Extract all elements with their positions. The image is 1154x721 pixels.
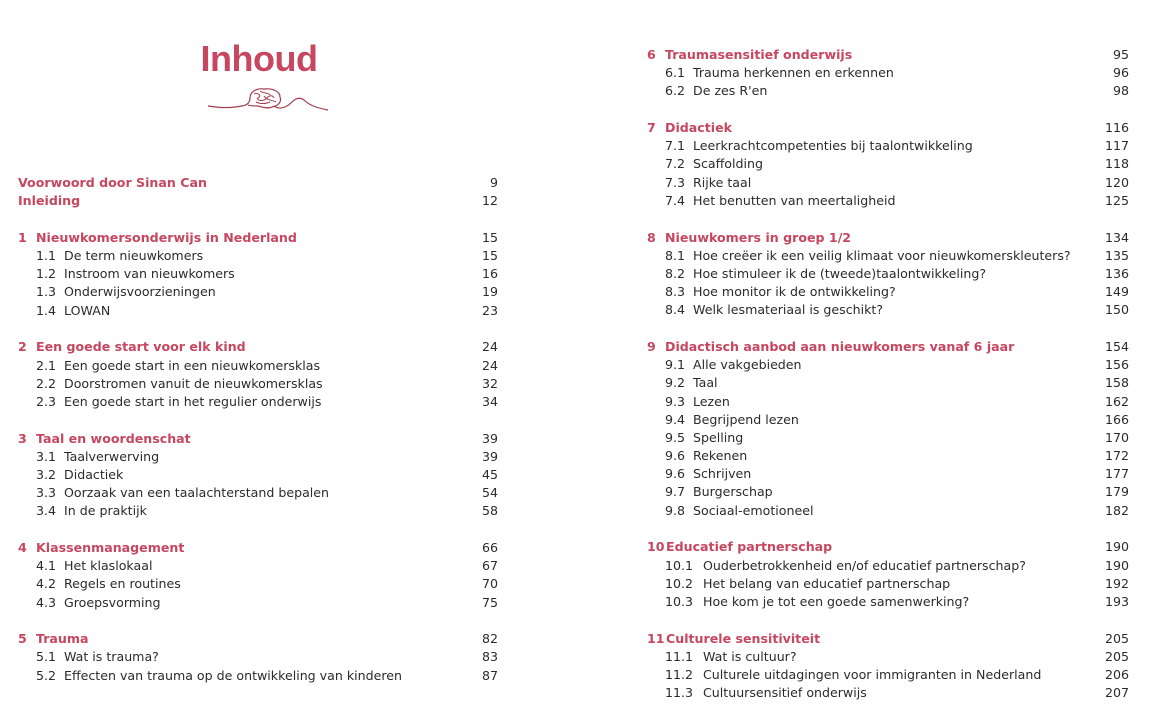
page-number: 192 (1104, 575, 1129, 591)
section-number: 9.4 (665, 411, 686, 427)
chapter-heading[interactable] (647, 538, 1129, 556)
page-number: 82 (481, 631, 498, 647)
page-number: 118 (1104, 156, 1129, 172)
toc-entry-inleiding[interactable] (18, 192, 498, 210)
page-number: 116 (1104, 120, 1129, 136)
section-number: 8.1 (665, 247, 686, 263)
toc-right-column (647, 46, 1129, 721)
section-title: LOWAN (64, 302, 111, 318)
page-number: 158 (1104, 375, 1129, 391)
section-number: 11.3 (665, 685, 694, 701)
page-number: 156 (1104, 357, 1129, 373)
section-entry[interactable] (647, 684, 1129, 702)
entry-label: Voorwoord door Sinan Can (18, 175, 207, 190)
chapter-number: 10 (647, 539, 665, 555)
section-title: Groepsvorming (64, 594, 161, 610)
page-number: 96 (1112, 65, 1129, 81)
chapter-title: Taal en woordenschat (36, 430, 191, 446)
section-number: 2.1 (36, 357, 57, 373)
section-number: 1.3 (36, 284, 57, 300)
section-entry[interactable] (18, 393, 498, 411)
page-number: 39 (481, 430, 498, 446)
section-title: Begrijpend lezen (693, 411, 799, 427)
section-entry[interactable] (18, 283, 498, 301)
chapter-title: Een goede start voor elk kind (36, 339, 246, 355)
section-title: Doorstromen vanuit de nieuwkomersklas (64, 375, 323, 391)
toc-entry-voorwoord[interactable] (18, 174, 498, 192)
section-number: 4.3 (36, 594, 57, 610)
section-number: 3.2 (36, 466, 57, 482)
page-number: 136 (1104, 265, 1129, 281)
page-number: 70 (481, 576, 498, 592)
chapter-title: Nieuwkomersonderwijs in Nederland (36, 229, 297, 245)
page-number: 23 (481, 302, 498, 318)
chapter-number: 2 (18, 339, 27, 355)
page-title: Inhoud (200, 38, 318, 79)
chapter-title: Didactisch aanbod aan nieuwkomers vanaf 6 jaar (665, 338, 1015, 354)
section-entry[interactable] (647, 374, 1129, 392)
section-entry[interactable] (18, 247, 498, 265)
chapter-title: Klassenmanagement (36, 540, 185, 555)
page-number: 125 (1104, 192, 1129, 208)
page-number: 182 (1104, 502, 1129, 518)
page-number: 190 (1104, 557, 1129, 573)
section-number: 3.3 (36, 485, 57, 501)
section-entry[interactable] (18, 667, 498, 685)
page-number: 15 (481, 229, 498, 245)
chapter-heading[interactable] (18, 630, 498, 648)
chapter-group (647, 630, 1129, 703)
page-number: 154 (1104, 338, 1129, 354)
chapter-heading[interactable] (18, 430, 498, 448)
section-number: 11.1 (665, 648, 694, 664)
section-entry[interactable] (18, 448, 498, 466)
chapter-title: Trauma (36, 631, 89, 647)
section-number: 8.3 (665, 284, 686, 300)
section-title: Wat is trauma? (64, 649, 159, 665)
section-number: 9.6 (665, 448, 686, 464)
section-title: Effecten van trauma op de ontwikkeling van kinderen (64, 667, 402, 683)
page-number: 19 (481, 284, 498, 300)
section-entry[interactable] (647, 465, 1129, 483)
section-title: Regels en routines (64, 576, 181, 592)
section-title: Taal (693, 375, 718, 391)
section-number: 3.4 (36, 503, 57, 519)
section-number: 9.6 (665, 466, 686, 482)
page-number: 170 (1104, 429, 1129, 445)
section-entry[interactable] (647, 557, 1129, 575)
section-entry[interactable] (18, 484, 498, 502)
section-number: 4.2 (36, 576, 57, 592)
section-entry[interactable] (647, 429, 1129, 447)
section-number: 9.2 (665, 375, 686, 391)
chapter-heading[interactable] (18, 338, 498, 356)
brain-squiggle-icon (206, 84, 330, 118)
section-entry[interactable] (18, 357, 498, 375)
chapter-heading[interactable] (18, 229, 498, 247)
section-title: Sociaal-emotioneel (693, 502, 814, 518)
section-entry[interactable] (647, 174, 1129, 192)
chapter-group (18, 229, 498, 320)
chapter-heading[interactable] (18, 539, 498, 557)
section-entry[interactable] (647, 483, 1129, 501)
section-title: Rijke taal (693, 174, 752, 190)
section-number: 9.3 (665, 393, 686, 409)
section-number: 3.1 (36, 448, 57, 464)
section-title: Hoe kom je tot een goede samenwerking? (703, 593, 970, 609)
toc-left-column (18, 174, 498, 703)
page-number: 15 (481, 248, 498, 264)
section-number: 9.5 (665, 429, 686, 445)
section-title: Hoe creëer ik een veilig klimaat voor nieuwkomerskleuters? (693, 247, 1071, 263)
page-number: 134 (1104, 229, 1129, 245)
section-title: Welk lesmateriaal is geschikt? (693, 302, 884, 318)
section-entry[interactable] (18, 375, 498, 393)
page-number: 207 (1104, 685, 1129, 701)
chapter-number: 1 (18, 229, 27, 245)
chapter-heading[interactable] (647, 119, 1129, 137)
page-number: 83 (481, 649, 498, 665)
section-title: Spelling (693, 429, 744, 445)
section-title: Het belang van educatief partnerschap (703, 575, 951, 591)
page-number: 205 (1104, 630, 1129, 646)
section-entry[interactable] (647, 192, 1129, 210)
page-number: 193 (1104, 593, 1129, 609)
section-number: 11.2 (665, 666, 694, 682)
section-title: Culturele uitdagingen voor immigranten in Nederland (703, 666, 1042, 682)
section-entry[interactable] (647, 283, 1129, 301)
section-number: 2.3 (36, 393, 57, 409)
section-number: 5.2 (36, 667, 57, 683)
section-entry[interactable] (647, 575, 1129, 593)
chapter-group (647, 119, 1129, 210)
chapter-title: Nieuwkomers in groep 1/2 (665, 229, 852, 245)
chapter-title: Culturele sensitiviteit (666, 630, 821, 646)
section-title: Instroom van nieuwkomers (64, 266, 235, 282)
page-number: 117 (1104, 138, 1129, 154)
page-number: 95 (1112, 47, 1129, 62)
chapter-heading[interactable] (647, 46, 1129, 64)
page-number: 206 (1104, 666, 1129, 682)
section-entry[interactable] (647, 301, 1129, 319)
chapter-group (647, 229, 1129, 320)
section-number: 7.1 (665, 138, 686, 154)
section-number: 8.2 (665, 265, 686, 281)
page-number: 66 (481, 540, 498, 555)
section-title: Lezen (693, 393, 730, 409)
chapter-group (647, 538, 1129, 611)
section-entry[interactable] (647, 247, 1129, 265)
section-title: Rekenen (693, 448, 748, 464)
section-title: Schrijven (693, 466, 752, 482)
section-entry[interactable] (18, 466, 498, 484)
section-title: Een goede start in het regulier onderwijs (64, 393, 322, 409)
section-title: Burgerschap (693, 484, 773, 500)
page-number: 16 (481, 266, 498, 282)
section-number: 1.2 (36, 266, 57, 282)
section-title: Oorzaak van een taalachterstand bepalen (64, 485, 330, 501)
section-title: In de praktijk (64, 503, 147, 519)
section-title: Taalverwerving (64, 448, 160, 464)
section-title: Scaffolding (693, 156, 763, 172)
page-number: 120 (1104, 174, 1129, 190)
page-number: 32 (481, 375, 498, 391)
section-title: Leerkrachtcompetenties bij taalontwikkeling (693, 138, 973, 154)
chapter-list-right (647, 46, 1129, 702)
chapter-list-left (18, 229, 498, 685)
page-number: 179 (1104, 484, 1129, 500)
section-number: 9.7 (665, 484, 686, 500)
section-title: Het klaslokaal (64, 558, 153, 574)
chapter-number: 3 (18, 430, 27, 446)
section-title: Hoe monitor ik de ontwikkeling? (693, 284, 896, 300)
chapter-group (18, 430, 498, 521)
page-number: 135 (1104, 247, 1129, 263)
page-number: 58 (481, 503, 498, 519)
section-entry[interactable] (647, 502, 1129, 520)
section-number: 7.4 (665, 192, 686, 208)
section-entry[interactable] (18, 594, 498, 612)
section-number: 7.3 (665, 174, 686, 190)
page-number: 75 (481, 594, 498, 610)
page-number: 9 (489, 175, 498, 190)
section-number: 8.4 (665, 302, 686, 318)
section-entry[interactable] (647, 666, 1129, 684)
page-number: 177 (1104, 466, 1129, 482)
section-number: 6.1 (665, 65, 686, 81)
page-number: 172 (1104, 448, 1129, 464)
chapter-group (647, 46, 1129, 101)
chapter-number: 4 (18, 540, 27, 555)
section-entry[interactable] (647, 64, 1129, 82)
front-matter (18, 174, 498, 210)
section-entry[interactable] (647, 447, 1129, 465)
chapter-number: 6 (647, 47, 656, 62)
section-title: De zes R'en (693, 83, 768, 99)
page-number: 45 (481, 466, 498, 482)
section-title: Wat is cultuur? (703, 648, 797, 664)
section-number: 7.2 (665, 156, 686, 172)
section-title: Cultuursensitief onderwijs (703, 685, 867, 701)
chapter-group (18, 338, 498, 411)
section-title: Hoe stimuleer ik de (tweede)taalontwikkeling? (693, 265, 987, 281)
section-number: 10.3 (665, 593, 694, 609)
section-entry[interactable] (647, 265, 1129, 283)
chapter-number: 5 (18, 631, 27, 647)
section-entry[interactable] (18, 302, 498, 320)
page-number: 166 (1104, 411, 1129, 427)
section-title: Onderwijsvoorzieningen (64, 284, 216, 300)
section-title: De term nieuwkomers (64, 248, 204, 264)
section-title: Trauma herkennen en erkennen (693, 65, 894, 81)
page-number: 162 (1104, 393, 1129, 409)
chapter-group (18, 539, 498, 612)
section-entry[interactable] (18, 557, 498, 575)
page-number: 150 (1104, 302, 1129, 318)
entry-label: Inleiding (18, 193, 81, 209)
page-number: 205 (1104, 648, 1129, 664)
section-number: 10.1 (665, 557, 694, 573)
section-number: 9.8 (665, 502, 686, 518)
chapter-title: Traumasensitief onderwijs (665, 47, 853, 62)
section-title: Ouderbetrokkenheid en/of educatief partnerschap? (703, 557, 1026, 573)
chapter-heading[interactable] (647, 630, 1129, 648)
section-number: 6.2 (665, 83, 686, 99)
section-number: 10.2 (665, 575, 694, 591)
page-number: 24 (481, 339, 498, 355)
section-entry[interactable] (647, 137, 1129, 155)
section-number: 1.1 (36, 248, 57, 264)
chapter-title: Educatief partnerschap (666, 539, 833, 555)
section-entry[interactable] (647, 593, 1129, 611)
page-number: 190 (1104, 539, 1129, 555)
section-title: Het benutten van meertaligheid (693, 192, 896, 208)
page-number: 39 (481, 448, 498, 464)
chapter-number: 11 (647, 630, 665, 646)
section-title: Een goede start in een nieuwkomersklas (64, 357, 321, 373)
chapter-number: 9 (647, 338, 656, 354)
section-number: 5.1 (36, 649, 57, 665)
section-number: 4.1 (36, 558, 57, 574)
page-number: 24 (481, 357, 498, 373)
section-entry[interactable] (647, 648, 1129, 666)
chapter-number: 8 (647, 229, 656, 245)
page-number: 98 (1112, 83, 1129, 99)
page-number: 67 (481, 558, 498, 574)
section-entry[interactable] (18, 502, 498, 520)
page-number: 149 (1104, 284, 1129, 300)
section-entry[interactable] (647, 356, 1129, 374)
page-number: 12 (481, 193, 498, 209)
chapter-heading[interactable] (647, 338, 1129, 356)
section-entry[interactable] (647, 411, 1129, 429)
chapter-title: Didactiek (665, 120, 733, 136)
section-entry[interactable] (647, 82, 1129, 100)
section-title: Alle vakgebieden (693, 357, 802, 373)
page-number: 34 (481, 393, 498, 409)
page-number: 54 (481, 485, 498, 501)
chapter-group (18, 630, 498, 685)
section-entry[interactable] (647, 155, 1129, 173)
chapter-group (647, 338, 1129, 520)
chapter-number: 7 (647, 120, 656, 136)
section-title: Didactiek (64, 466, 124, 482)
section-number: 2.2 (36, 375, 57, 391)
section-entry[interactable] (18, 265, 498, 283)
section-entry[interactable] (647, 393, 1129, 411)
chapter-heading[interactable] (647, 229, 1129, 247)
section-entry[interactable] (18, 575, 498, 593)
section-number: 1.4 (36, 302, 57, 318)
section-number: 9.1 (665, 357, 686, 373)
page-number: 87 (481, 667, 498, 683)
section-entry[interactable] (18, 648, 498, 666)
